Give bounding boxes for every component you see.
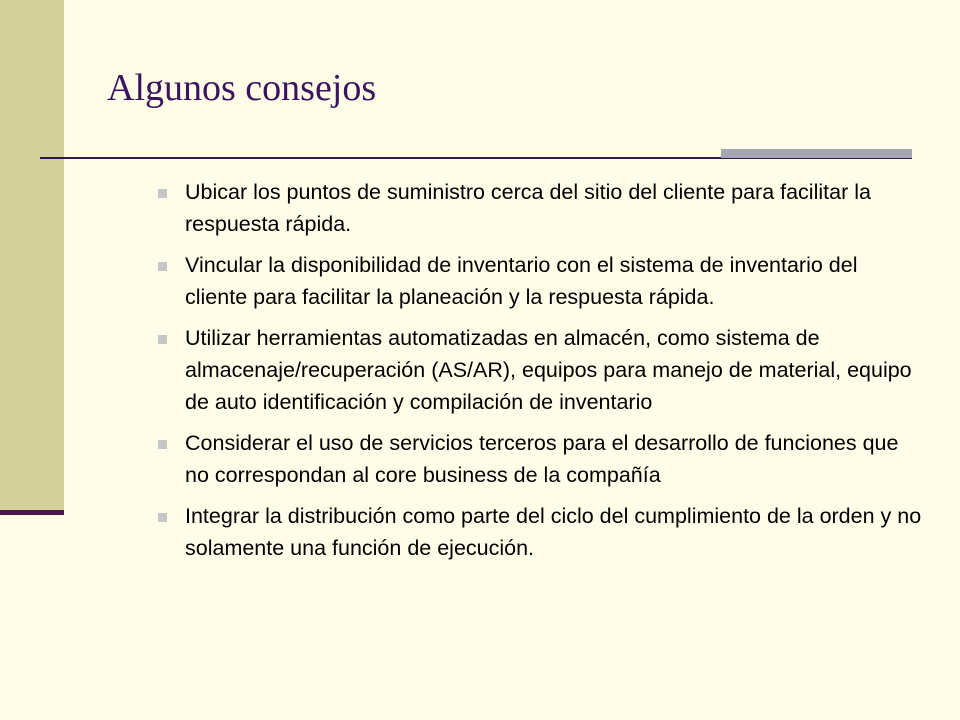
left-decorative-band <box>0 0 64 512</box>
square-bullet-icon <box>158 189 167 198</box>
bullet-text: Utilizar herramientas automatizadas en almacén, como sistema de almacenaje/recuperación (AS/AR), equipos para manejo de material, equipo de auto identificación y compilación de inventario <box>185 326 912 414</box>
bullet-text: Considerar el uso de servicios terceros para el desarrollo de funciones que no correspondan al core business de la compañía <box>185 431 899 487</box>
bullet-text: Integrar la distribución como parte del ciclo del cumplimiento de la orden y no solamente una función de ejecución. <box>185 504 922 560</box>
bullet-item <box>185 427 925 491</box>
title-underline-accent <box>721 149 912 158</box>
bullet-item <box>185 249 925 313</box>
left-band-cap-line <box>0 510 64 515</box>
bullet-text: Ubicar los puntos de suministro cerca del sitio del cliente para facilitar la respuesta rápida. <box>185 180 871 236</box>
bullet-item <box>185 176 925 240</box>
square-bullet-icon <box>158 440 167 449</box>
bullet-text: Vincular la disponibilidad de inventario con el sistema de inventario del cliente para facilitar la planeación y la respuesta rápida. <box>185 253 858 309</box>
square-bullet-icon <box>158 262 167 271</box>
square-bullet-icon <box>158 513 167 522</box>
slide-title: Algunos consejos <box>107 67 377 109</box>
bullet-item <box>185 500 925 564</box>
bullet-item <box>185 322 925 418</box>
bullet-list <box>185 176 925 573</box>
square-bullet-icon <box>158 335 167 344</box>
